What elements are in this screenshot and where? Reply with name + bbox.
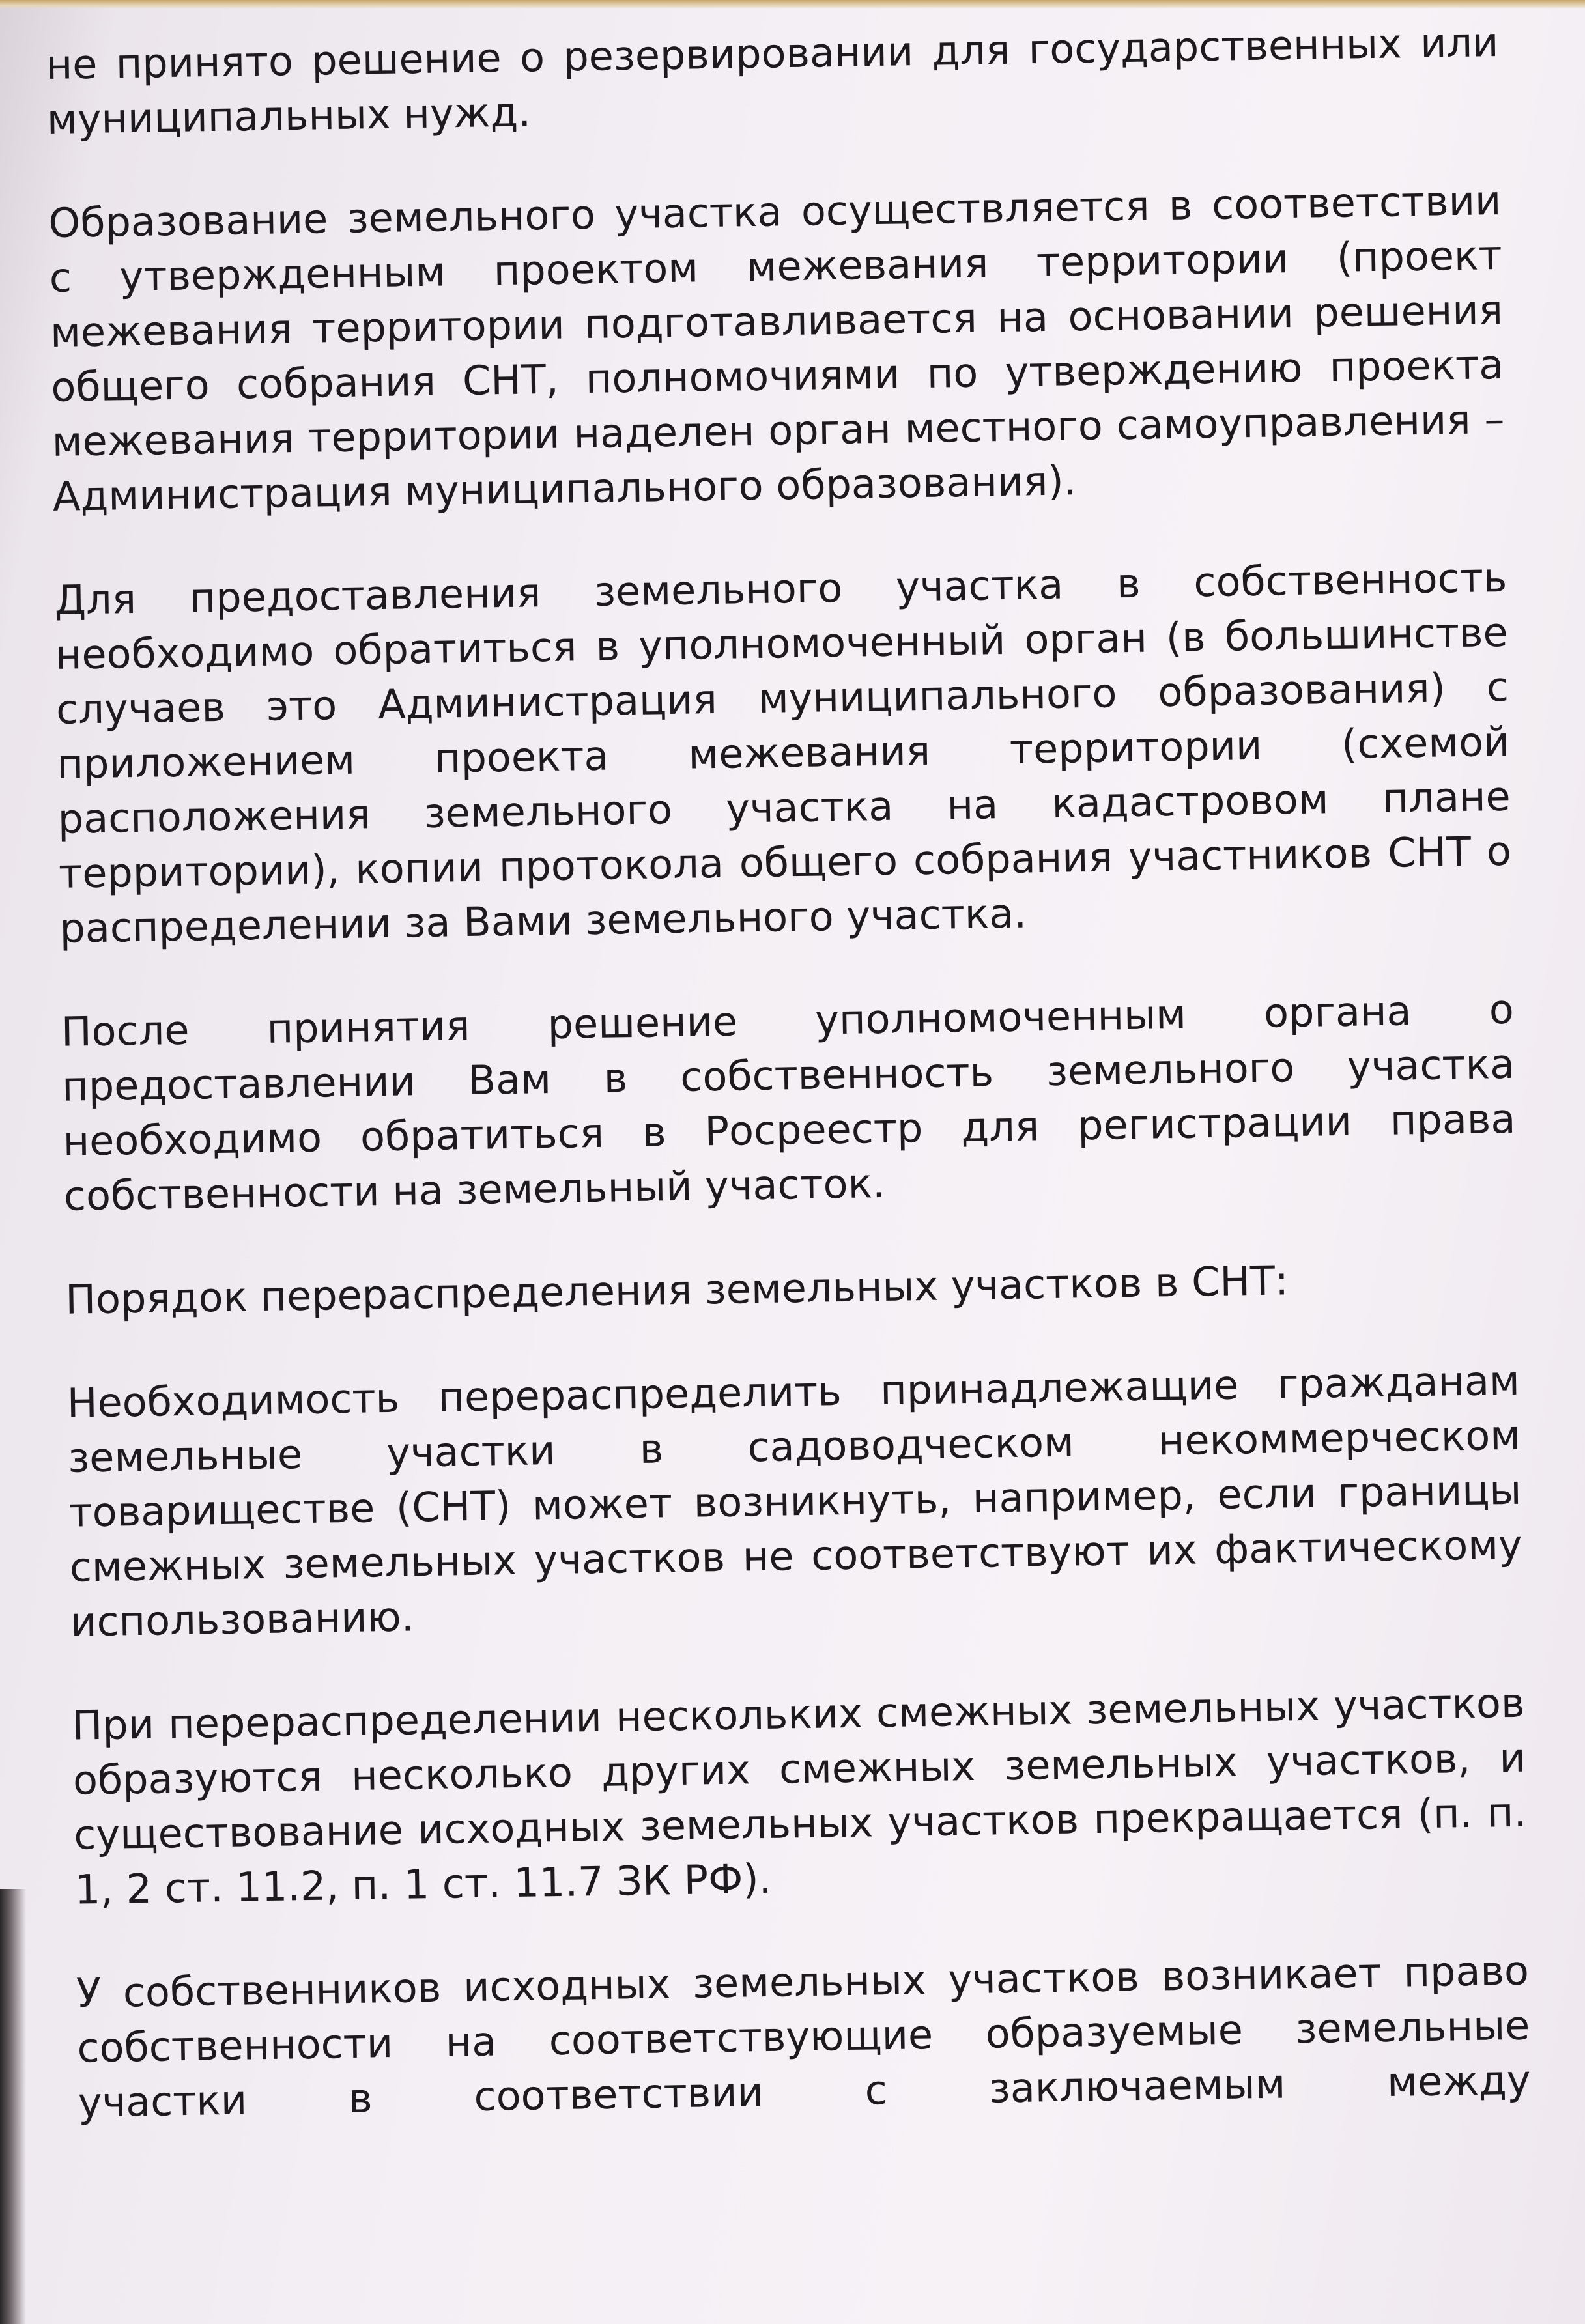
finger-shadow	[0, 1889, 26, 2324]
section-heading-redistribution: Порядок перераспределения земельных участков в СНТ:	[64, 1256, 1289, 1324]
page-top-edge	[0, 0, 1585, 9]
paragraph-redistribution-need: Необходимость перераспределить принадлежащие гражданам земельные участки в садоводческом некоммерческом товариществе (СНТ) может возникнуть, например, если границы смежных земельных участков не соответствуют их фактическому использованию.	[66, 1356, 1523, 1646]
paragraph-reservation: не принято решение о резервировании для государственных или муниципальных нужд.	[46, 18, 1499, 143]
paragraph-redistribution-effect: При перераспределении нескольких смежных земельных участков образуются несколько других смежных земельных участков, и существование исходных земельных участков прекращается (п. п. 1, 2 ст. 11.2, п. 1 ст. 11.7 ЗК РФ).	[72, 1679, 1527, 1914]
paragraph-ownership-provision: Для предоставления земельного участка в собственность необходимо обратиться в уполномоченный орган (в большинстве случаев это Администрация муниципального образования) с приложением проекта межевания территории (схемой расположения земельного участка на кадастровом плане территории), копии протокола общего собрания участников СНТ о распределении за Вами земельного участка.	[53, 553, 1512, 952]
paragraph-owners-rights: У собственников исходных земельных участков возникает право собственности на соответствующие образуемые земельные участки в соответствии с заключаемым между	[76, 1946, 1532, 2127]
paragraph-rosreestr-registration: После принятия решение уполномоченным органа о предоставлении Вам в собственность земельного участка необходимо обратиться в Росреестр для регистрации права собственности на земельный участок.	[61, 985, 1516, 1220]
document-page	[46, 15, 1532, 2179]
paragraph-land-formation: Образование земельного участка осуществляется в соответствии с утвержденным проектом межевания территории (проект межевания территории подготавливается на основании решения общего собрания СНТ, полномочиями по утверждению проекта межевания территории наделен орган местного самоуправления – Администрация муниципального образования).	[48, 176, 1506, 520]
